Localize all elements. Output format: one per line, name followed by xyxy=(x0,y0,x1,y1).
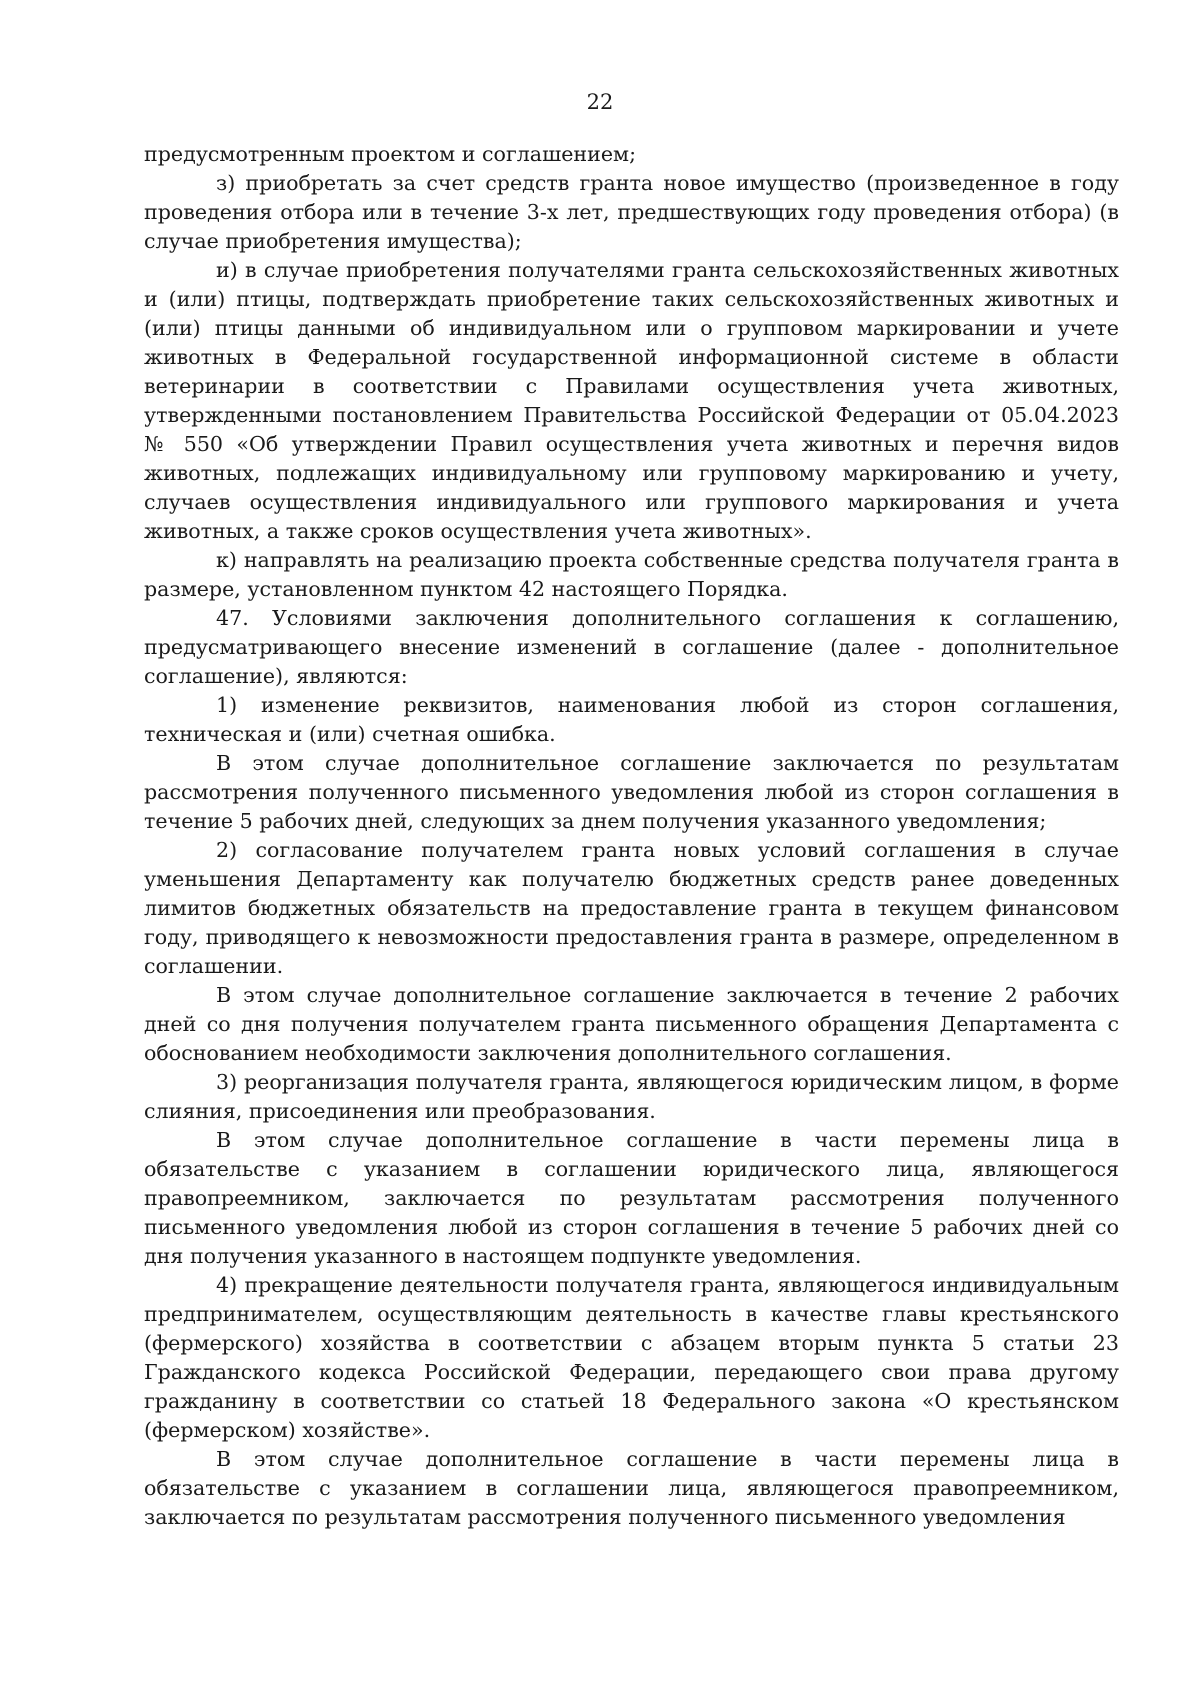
paragraph-item-z: з) приобретать за счет средств гранта новое имущество (произведенное в году проведения отбора или в течение 3-х лет, предшествующих году проведения отбора) (в случае приобретения имущества); xyxy=(144,171,1119,253)
paragraph-subitem-3: 3) реорганизация получателя гранта, являющегося юридическим лицом, в форме слияния, присоединения или преобразования. xyxy=(144,1070,1119,1123)
paragraph-subitem-4-detail: В этом случае дополнительное соглашение в части перемены лица в обязательстве с указанием в соглашении лица, являющегося правопреемником, заключается по результатам рассмотрения полученного письменного уведомления xyxy=(144,1447,1119,1529)
paragraph-subitem-2: 2) согласование получателем гранта новых условий соглашения в случае уменьшения Департаменту как получателю бюджетных средств ранее доведенных лимитов бюджетных обязательств на предоставление гранта в текущем финансовом году, приводящего к невозможности предоставления гранта в размере, определенном в соглашении. xyxy=(144,838,1119,978)
paragraph-subitem-3-detail: В этом случае дополнительное соглашение в части перемены лица в обязательстве с указанием в соглашении юридического лица, являющегося правопреемником, заключается по результатам рассмотрения полученного письменного уведомления любой из сторон соглашения в течение 5 рабочих дней со дня получения указанного в настоящем подпункте уведомления. xyxy=(144,1128,1119,1268)
paragraph-continuation: предусмотренным проектом и соглашением; xyxy=(144,142,637,166)
paragraph-subitem-4: 4) прекращение деятельности получателя гранта, являющегося индивидуальным предпринимателем, осуществляющим деятельность в качестве главы крестьянского (фермерского) хозяйства в соответствии с абзацем вторым пункта 5 статьи 23 Гражданского кодекса Российской Федерации, передающего свои права другому гражданину в соответствии со статьей 18 Федерального закона «О крестьянском (фермерском) хозяйстве». xyxy=(144,1273,1119,1442)
paragraph-subitem-1: 1) изменение реквизитов, наименования любой из сторон соглашения, техническая и (или) счетная ошибка. xyxy=(144,693,1119,746)
paragraph-subitem-1-detail: В этом случае дополнительное соглашение заключается по результатам рассмотрения полученного письменного уведомления любой из сторон соглашения в течение 5 рабочих дней, следующих за днем получения указанного уведомления; xyxy=(144,751,1119,833)
paragraph-item-i: и) в случае приобретения получателями гранта сельскохозяйственных животных и (или) птицы, подтверждать приобретение таких сельскохозяйственных животных и (или) птицы данными об индивидуальном или о групповом маркировании и учете животных в Федеральной государственной информационной системе в области ветеринарии в соответствии с Правилами осуществления учета животных, утвержденными постановлением Правительства Российской Федерации от 05.04.2023 № 550 «Об утверждении Правил осуществления учета животных и перечня видов животных, подлежащих индивидуальному или групповому маркированию и учету, случаев осуществления индивидуального или группового маркирования и учета животных, а также сроков осуществления учета животных». xyxy=(144,258,1119,543)
paragraph-item-k: к) направлять на реализацию проекта собственные средства получателя гранта в размере, установленном пунктом 42 настоящего Порядка. xyxy=(144,548,1119,601)
paragraph-subitem-2-detail: В этом случае дополнительное соглашение заключается в течение 2 рабочих дней со дня получения получателем гранта письменного обращения Департамента с обоснованием необходимости заключения дополнительного соглашения. xyxy=(144,983,1119,1065)
document-body xyxy=(144,140,1119,1532)
page-number: 22 xyxy=(586,90,614,114)
paragraph-clause-47: 47. Условиями заключения дополнительного соглашения к соглашению, предусматривающего внесение изменений в соглашение (далее - дополнительное соглашение), являются: xyxy=(144,606,1119,688)
